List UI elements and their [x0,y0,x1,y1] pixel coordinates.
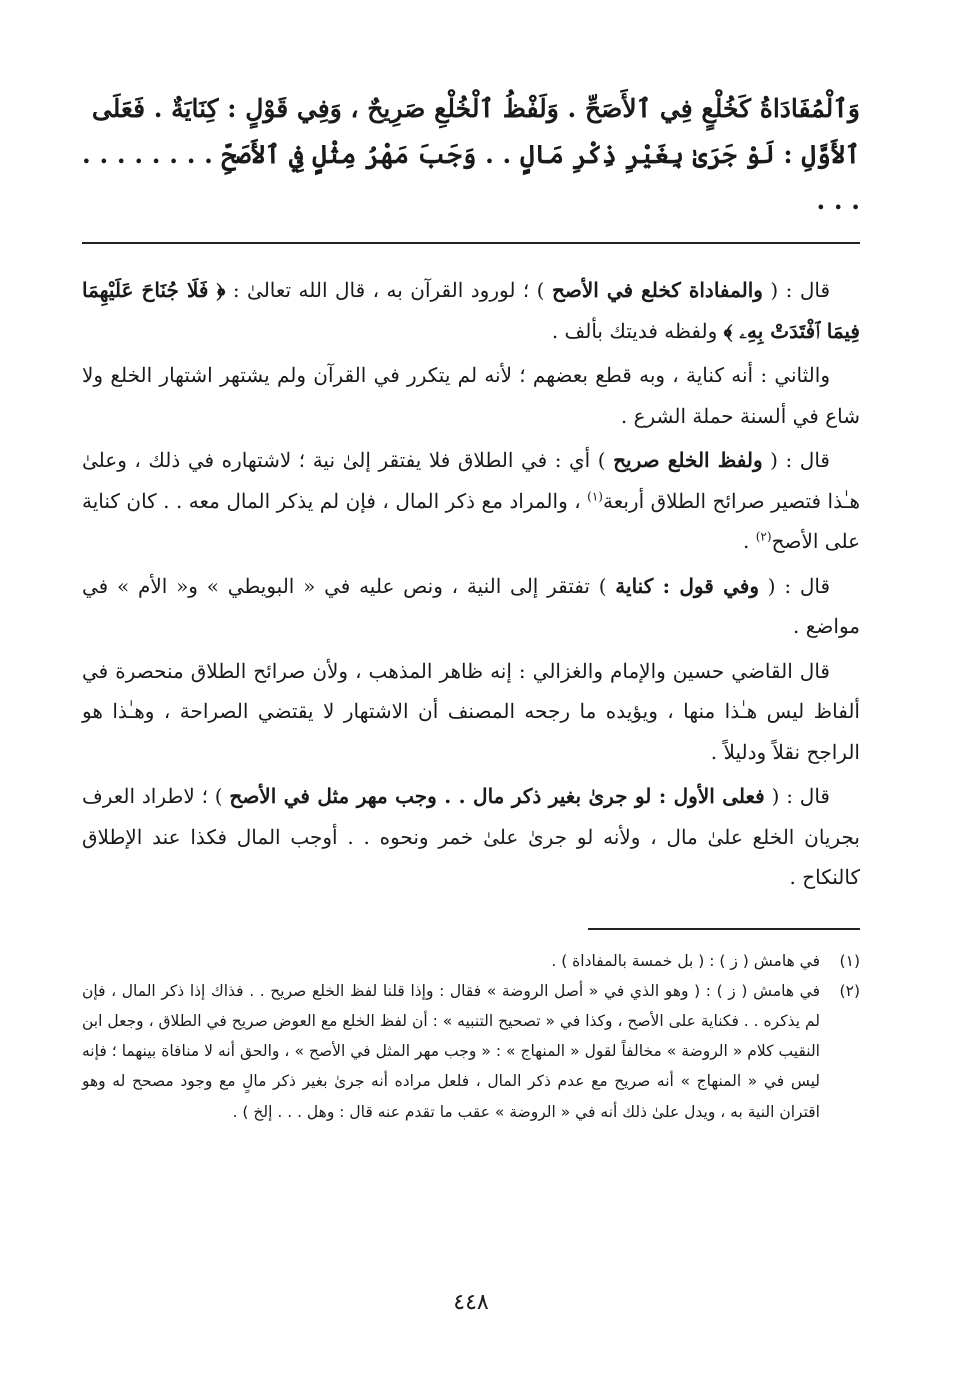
commentary-paragraph: قال : ( والمفاداة كخلع في الأصح ) ؛ لورود القرآن به ، قال الله تعالىٰ : ﴿ فَلَا جُنَاحَ عَلَيْهِمَا فِيمَا ٱفْتَدَتْ بِهِۦ ﴾ ولفظه فديتك بألف . [82,278,860,343]
lemma: ولفظ الخلع صريح [613,448,763,472]
footnote-ref[interactable]: (١) [587,488,603,503]
footnote-number: (١) [839,951,860,970]
footnotes [82,946,860,1127]
footnote-number: (٢) [839,981,860,1000]
footnote-divider [588,928,860,930]
main-text [82,80,860,224]
commentary-paragraph: قال القاضي حسين والإمام والغزالي : إنه ظاهر المذهب ، ولأن صرائح الطلاق منحصرة في ألفاظ ليس هـٰذا منها ، ويؤيده ما رجحه المصنف أن الاشتهار لا يقتضي الصراحة ، وهـٰذا هو الراجح نقلاً ودليلاً . [82,658,860,764]
main-text-line: ٱلأَوَّلِ : لَوْ جَرَىٰ بِغَيْرِ ذِكْرِ مَالٍ . . وَجَبَ مَهْرُ مِثْلٍ فِي ٱلأَصَحِّ . . . . . . . . . . . [82,140,860,215]
book-page [82,80,860,1340]
footnote-ref[interactable]: (٢) [755,529,772,544]
commentary [82,270,860,898]
main-text-divider [82,242,860,244]
commentary-paragraph: والثاني : أنه كناية ، وبه قطع بعضهم ؛ لأنه لم يتكرر في القرآن ولم يشتهر اشتهار الخلع ولا شاع في ألسنة حملة الشرع . [82,363,860,428]
page-number: ٤٤٨ [453,1290,489,1315]
lemma: وفي قول : كناية [615,573,760,598]
footnote-text: في هامش ( ز ) : ( وهو الذي في « أصل الروضة » فقال : وإذا قلنا لفظ الخلع صريح . . فذاك إذا ذكر المال ، فإن لم يذكره . . فكناية على الأصح ، وكذا في « تصحيح التنبيه » : أن لفظ الخلع مع العوض صريح في الطلاق ، وجعل ابن النقيب كلام « الروضة » مخالفاً لقول « المنهاج » : « وجب مهر المثل في الأصح » ، والحق أنه لا منافاة بينهما ؛ فإنه ليس في « المنهاج » أنه صريح مع عدم ذكر المال ، فلعل مراده أنه جرىٰ بغير ذكر مالٍ مع وجود مصحح له وهو اقتران النية به ، ويدل علىٰ ذلك أنه في « الروضة » عقب ما تقدم عنه قال : وهل . . . إلخ ) . [82,981,820,1121]
footnote [82,976,860,1127]
commentary-paragraph: قال : ( فعلى الأول : لو جرىٰ بغير ذكر مال . . وجب مهر مثل في الأصح ) ؛ لاطراد العرف بجريان الخلع علىٰ مال ، ولأنه لو جرىٰ علىٰ خمر ونحوه . . أوجب المال فكذا عند الإطلاق كالنكاح . [82,784,860,889]
commentary-paragraph: قال : ( ولفظ الخلع صريح ) أي : في الطلاق فلا يفتقر إلىٰ نية ؛ لاشتهاره في ذلك ، وعلىٰ هـٰذا فتصير صرائح الطلاق أربعة$^{(١)}$ ، والمراد مع ذكر المال ، فإن لم يذكر المال معه . . كان كناية على الأصح$^{(٢)}$ . [82,448,861,553]
commentary-paragraph: قال : ( وفي قول : كناية ) تفتقر إلى النية ، ونص عليه في « البويطي » و« الأم » في مواضع . [82,573,860,638]
footnote-text: في هامش ( ز ) : ( بل خمسة بالمفاداة ) . [551,951,820,970]
lemma: والمفاداة كخلع في الأصح [551,278,763,302]
footnote [82,946,860,976]
quran-verse: ﴿ فَلَا جُنَاحَ عَلَيْهِمَا فِيمَا ٱفْتَدَتْ بِهِۦ ﴾ [82,278,860,343]
main-text-line: وَٱلْمُفَادَاةُ كَخُلْعٍ فِي ٱلأَصَحِّ . وَلَفْظُ ٱلْخُلْعِ صَرِيحٌ ، وَفِي قَوْلٍ : كِنَايَةٌ . فَعَلَى [91,94,860,123]
lemma: فعلى الأول : لو جرىٰ بغير ذكر مال . . وجب مهر مثل في الأصح [229,784,765,808]
